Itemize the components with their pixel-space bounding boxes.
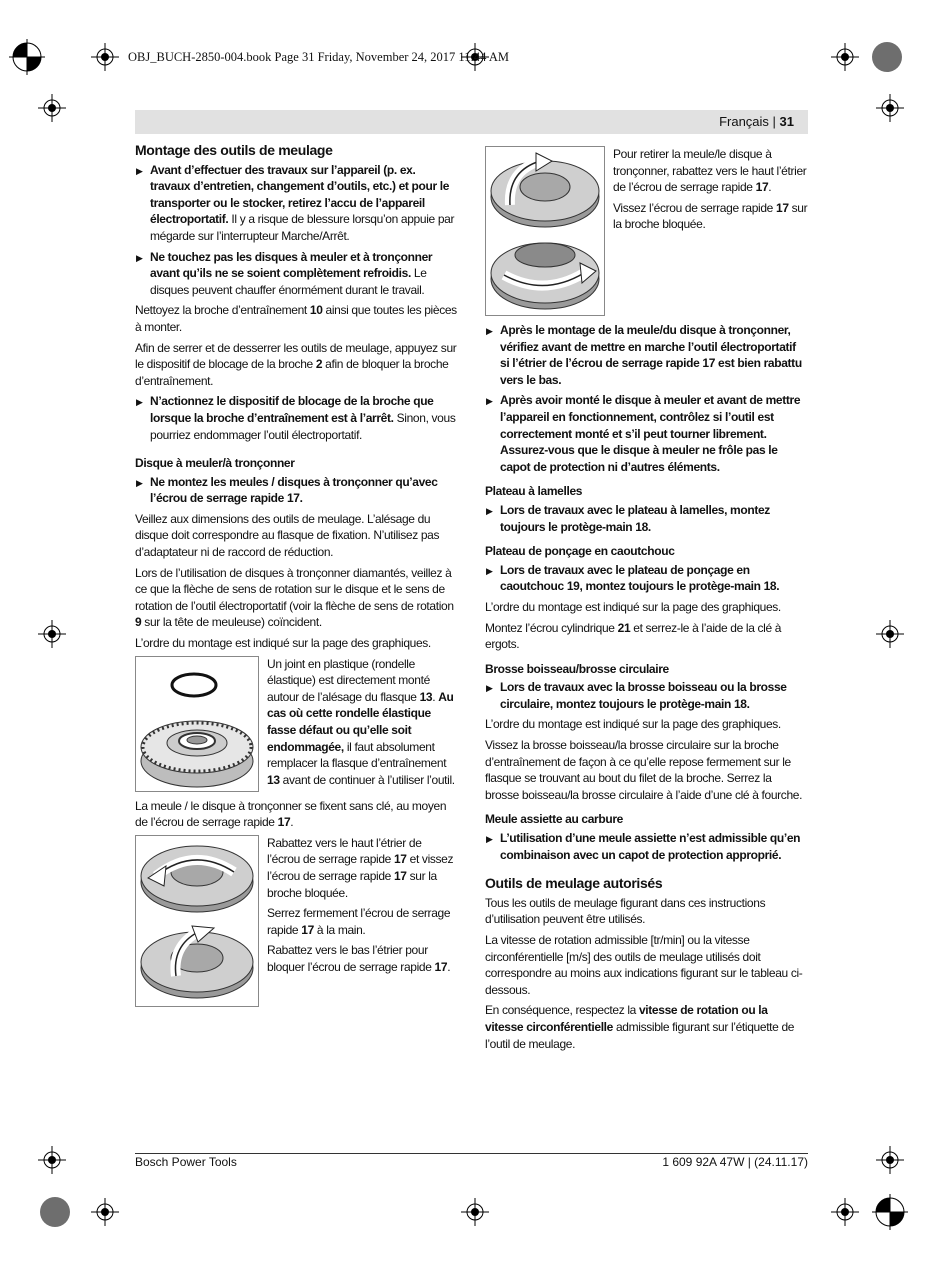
bullet-lamelles: ▶ Lors de travaux avec le plateau à lamelles, montez toujours le protège-main 18. (485, 502, 808, 535)
subheading-caoutchouc: Plateau de ponçage en caoutchouc (485, 544, 675, 559)
section-title: Montage des outils de meulage (135, 142, 333, 158)
paragraph-order-2: L’ordre du montage est indiqué sur la page des graphiques. (485, 599, 781, 614)
figure-flange-seal-text: Un joint en plastique (rondelle élastique) est directement monté autour de l’alésage du flasque 13. Au cas où cette rondelle élastique fasse défaut ou qu’elle soit endommagée, il faut absolument remplacer la flasque d’entraînement 13 avant de continuer à l’utiliser l’outil. (267, 656, 455, 787)
paragraph-dimensions: Veillez aux dimensions des outils de meulage. L’alésage du disque doit correspondre au flasque de fixation. N’utilisez pas d’adaptateur ni de raccord de réduction. (135, 511, 440, 560)
quick-nut-remove-illustration (485, 146, 605, 316)
bullet-check-clamp: ▶ Après le montage de la meule/du disque à tronçonner, vérifiez avant de mettre en marche l’outil électroportatif si l’étrier de l’écrou de serrage rapide 17 est bien rabattu vers le bas. (485, 322, 808, 388)
left-column (135, 142, 457, 1013)
paragraph-brush-mount: Vissez la brosse boisseau/la brosse circulaire sur la broche d’entraînement de façon à ce qu’elle repose fermement sur le flasque se trouvant au bout du filet de la broche. Serrez la brosse boisseau/la brosse circulaire à l’aide d’une clé à fourche. (485, 738, 803, 802)
page-header: Français | 31 (719, 114, 794, 129)
subheading-brosse: Brosse boisseau/brosse circulaire (485, 661, 669, 676)
paragraph-order-3: L’ordre du montage est indiqué sur la page des graphiques. (485, 717, 781, 732)
bullet-spindle-lock-warning: ▶ N’actionnez le dispositif de blocage de la broche que lorsque la broche d’entraînement est à l’arrêt. Sinon, vous pourriez endommager l’outil électroportatif. (135, 393, 457, 443)
quick-nut-mount-illustration (135, 835, 259, 1007)
section-title-2: Outils de meulage autorisés (485, 875, 663, 892)
figure-quick-nut-remove (485, 146, 808, 316)
paragraph-respect-speed: En conséquence, respectez la vitesse de rotation ou la vitesse circonférentielle admissible figurant sur l’étiquette de l’outil de meulage. (485, 1003, 795, 1051)
bullet-quick-nut: ▶ Ne montez les meules / disques à tronçonner qu’avec l’écrou de serrage rapide 17. (135, 474, 457, 507)
print-slug: OBJ_BUCH-2850-004.book Page 31 Friday, November 24, 2017 11:44 AM (128, 50, 509, 64)
bullet-carbure: ▶ L’utilisation d’une meule assiette n’est admissible qu’en combinaison avec un capot de protection approprié. (485, 830, 808, 863)
paragraph-assembly-order: L’ordre du montage est indiqué sur la page des graphiques. (135, 636, 431, 651)
bullet-cooling: ▶ Ne touchez pas les disques à meuler et à tronçonner avant qu’ils ne se soient complètement refroidis. Le disques peuvent chauffer énormément durant le travail. (135, 249, 457, 299)
header-language: Français (719, 114, 769, 129)
figure-quick-nut-remove-text: Pour retirer la meule/le disque à tronçonner, rabattez vers le haut l’étrier de l’écrou de serrage rapide 17. Vissez l’écrou de serrage rapide 17 sur la broche bloquée. (613, 147, 808, 232)
page-number: 31 (779, 114, 794, 129)
bullet-brosse: ▶ Lors de travaux avec la brosse boisseau ou la brosse circulaire, montez toujours le protège-main 18. (485, 679, 808, 712)
paragraph-all-tools: Tous les outils de meulage figurant dans ces instructions d’utilisation peuvent être utilisés. (485, 895, 766, 927)
subheading-carbure: Meule assiette au carbure (485, 812, 623, 827)
paragraph-clean-spindle: Nettoyez la broche d’entraînement 10 ainsi que toutes les pièces à monter. (135, 303, 457, 334)
right-column (485, 142, 808, 1056)
flange-seal-illustration (135, 656, 259, 792)
paragraph-speed: La vitesse de rotation admissible [tr/min] ou la vitesse circonférentielle [m/s] des outils de meulage utilisés doit correspondre au moins aux indications figurant sur le tableau ci-dessous. (485, 933, 803, 997)
figure-flange-seal (135, 656, 457, 792)
paragraph-spindle-lock: Afin de serrer et de desserrer les outils de meulage, appuyez sur le dispositif de blocage de la broche 2 afin de bloquer la broche d’entraînement. (135, 340, 457, 388)
paragraph-keyless: La meule / le disque à tronçonner se fixent sans clé, au moyen de l’écrou de serrage rapide 17. (135, 798, 447, 830)
footer-right: 1 609 92A 47W | (24.11.17) (662, 1155, 808, 1169)
paragraph-diamond-discs: Lors de l’utilisation de disques à tronçonner diamantés, veillez à ce que la flèche de sens de rotation sur le disque et le sens de rotation de l’outil électroportatif (voir la flèche de sens de rotation 9 sur la tête de meuleuse) coïncident. (135, 565, 454, 630)
subheading-disque: Disque à meuler/à tronçonner (135, 456, 295, 471)
footer-left: Bosch Power Tools (135, 1155, 237, 1169)
paragraph-cylinder-nut: Montez l’écrou cylindrique 21 et serrez-le à l’aide de la clé à ergots. (485, 620, 782, 652)
subheading-lamelles: Plateau à lamelles (485, 484, 583, 499)
figure-quick-nut-mount (135, 835, 457, 1007)
figure-quick-nut-mount-text: Rabattez vers le haut l’étrier de l’écrou de serrage rapide 17 et vissez l’écrou de serrage rapide 17 sur la broche bloquée. Serrez fermement l’écrou de serrage rapide 17 à la main. Rabattez vers le bas l’étrier pour bloquer l’écrou de serrage rapide 17. (267, 835, 454, 974)
bullet-check-mounting: ▶ Après avoir monté le disque à meuler et avant de mettre l’appareil en fonctionnement, contrôlez si l’outil est correctement monté et s’il peut tourner librement. Assurez-vous que le disque à meuler ne frôle pas le capot de protection ni d’autres éléments. (485, 392, 808, 475)
page-header-bar (135, 110, 808, 134)
bullet-caoutchouc: ▶ Lors de travaux avec le plateau de ponçage en caoutchouc 19, montez toujours le protège-main 18. (485, 562, 808, 595)
bullet-remove-battery: ▶ Avant d’effectuer des travaux sur l’appareil (p. ex. travaux d’entretien, changement d’outils, etc.) et pour le transporter ou le stocker, retirez l’accu de l’appareil électroportatif. Il y a risque de blessure lorsqu’on appuie par mégarde sur l’interrupteur Marche/Arrêt. (135, 162, 457, 245)
page-footer (135, 1153, 808, 1169)
